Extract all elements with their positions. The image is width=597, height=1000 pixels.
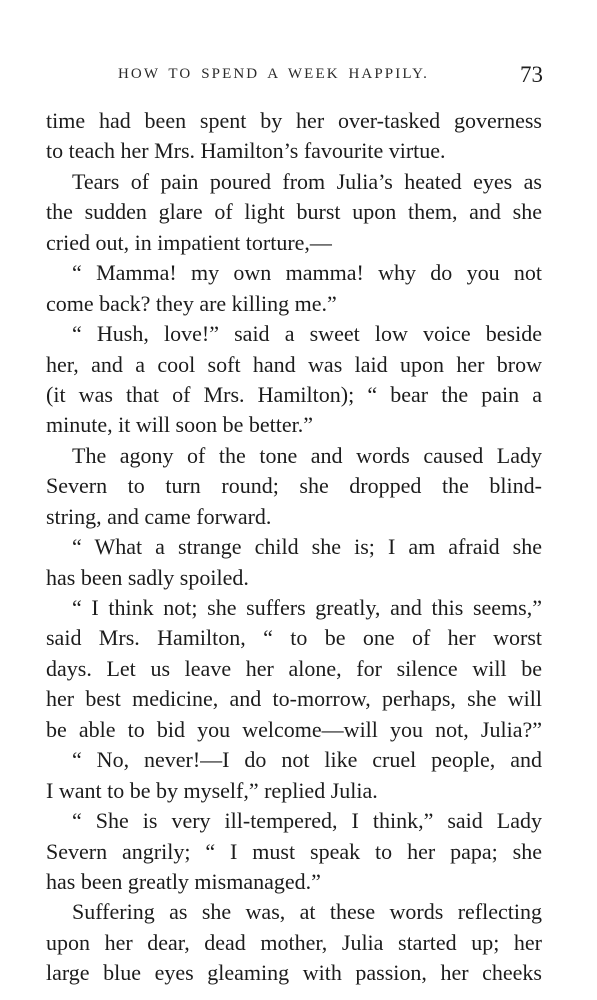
text-line: “ Hush, love!” said a sweet low voice beside [72,321,542,347]
text-line: Tears of pain poured from Julia’s heated eyes as [72,168,542,194]
text-line: “ What a strange child she is; I am afraid she [72,534,542,560]
text-line: “ I think not; she suffers greatly, and this seems,” [72,595,542,620]
text-line: Severn to turn round; she dropped the blind- [46,473,542,499]
page-number: 73 [520,62,543,87]
text-line: her, and a cool soft hand was laid upon her brow [46,351,542,377]
text-line: I want to be by myself,” replied Julia. [46,777,378,803]
text-line: (it was that of Mrs. Hamilton); “ bear the pain a [46,381,542,407]
text-line: has been sadly spoiled. [46,564,249,590]
text-line: “ No, never!—I do not like cruel people, and [72,747,542,773]
text-line: come back? they are killing me.” [46,290,337,316]
text-line: “ Mamma! my own mamma! why do you not [72,260,542,286]
text-line: said Mrs. Hamilton, “ to be one of her worst [46,625,542,651]
text-line: days. Let us leave her alone, for silence will be [46,655,542,681]
text-line: upon her dear, dead mother, Julia started up; her [46,929,542,955]
text-line: her best medicine, and to-morrow, perhaps, she will [46,686,542,712]
text-line: the sudden glare of light burst upon them, and she [46,199,542,225]
text-line: The agony of the tone and words caused Lady [72,442,542,468]
text-line: be able to bid you welcome—will you not, Julia?” [46,716,542,742]
text-line: string, and came forward. [46,503,272,529]
running-title: HOW TO SPEND A WEEK HAPPILY. [118,66,429,82]
text-line: minute, it will soon be better.” [46,412,314,438]
text-line: Severn angrily; “ I must speak to her papa; she [46,838,542,864]
text-line: has been greatly mismanaged.” [46,868,321,894]
text-line: time had been spent by her over-tasked governess [46,108,542,133]
text-line: to teach her Mrs. Hamilton’s favourite virtue. [46,138,446,164]
text-line: “ She is very ill-tempered, I think,” said Lady [72,808,542,834]
text-line: Suffering as she was, at these words reflecting [72,899,542,925]
running-header [118,62,543,90]
text-line: cried out, in impatient torture,— [46,229,332,255]
text-line: large blue eyes gleaming with passion, her cheeks [46,960,542,986]
body-text [46,106,542,989]
